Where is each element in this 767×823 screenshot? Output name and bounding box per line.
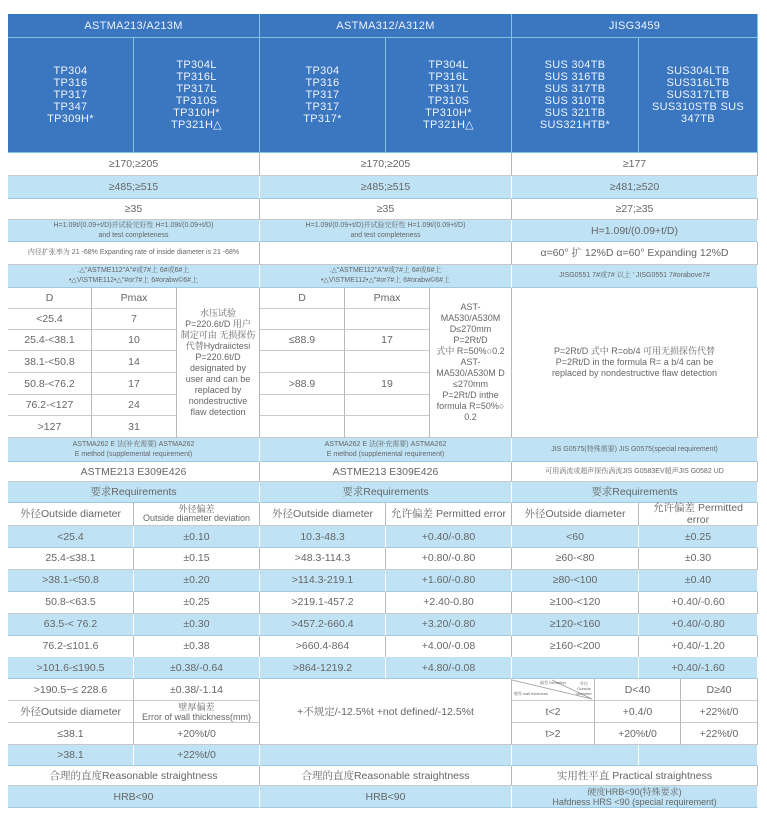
eddy-cell: 可用涡流或超声探伤涡流JIS G0583EV超声JIS G0582 UD (512, 462, 758, 482)
od-tolerance-cell: +4.80/-0.08 (386, 657, 512, 679)
od-tolerance-cell: +0.40/-0.80 (386, 526, 512, 548)
diag-label: 外径 Outside diameter (576, 681, 592, 696)
od-range-cell: ≥80-<100 (512, 570, 639, 592)
pressure-pmax: 24 (92, 395, 177, 416)
diag-label: 偏差 Deviation (540, 680, 566, 685)
eddy-cell: ASTME213 E309E426 (260, 462, 512, 482)
pressure-pmax-header: Pmax (345, 288, 430, 309)
wall-jis-header: D<40 (595, 679, 681, 701)
yield-cell: ≥170;≥205 (8, 153, 260, 176)
od-tolerance-cell: ±0.38/-0.64 (134, 657, 260, 679)
grain-size-cell: .△"ASTME112"A"#或7#上 6#或6#上 •△V\STME112•△"#or7#上 6#orabw©6#上 (8, 265, 260, 288)
od-deviation-header: 外径偏差 Outside diameter deviation (134, 503, 260, 526)
empty-cell (260, 416, 345, 438)
od-range-cell: 10.3-48.3 (260, 526, 386, 548)
empty-cell (260, 351, 345, 373)
tensile-cell: ≥485;≥515 (8, 176, 260, 199)
wall-error-cell: +20%t/0 (134, 723, 260, 745)
ndt-cell: ASTMA262 E 法(补充需要) ASTMA262 E method (supplemental requirement) (260, 438, 512, 462)
standard-header-jis-g3459: JISG3459 (512, 14, 758, 38)
wall-od-cell: >38.1 (8, 745, 134, 766)
flattening-cell: H=1.09t/(0.09+t/D)并试验完好性 H=1.09t/(0.09+t/D) and test completeness (260, 220, 512, 242)
hardness-cell: 硬度HRB<90(特殊要求) Hafdness HRS <90 (special requirement) (512, 786, 758, 808)
empty-cell (345, 309, 430, 330)
grades-jis-a: SUS 304TB SUS 316TB SUS 317TB SUS 310TB SUS 321TB SUS321HTB* (512, 38, 639, 153)
flattening-cell: H=1.09t/(0.09+t/D)并试验完好性 H=1.09t/(0.09+t/D) and test completeness (8, 220, 260, 242)
grain-size-cell: JISG0551 7#或7# 以上 ' JISG0551 7#orabove7# (512, 265, 758, 288)
od-tolerance-cell: ±0.15 (134, 548, 260, 570)
od-header: 外径Outside diameter (260, 503, 386, 526)
empty-cell (639, 745, 758, 766)
od-tolerance-cell: +2.40-0.80 (386, 592, 512, 614)
od-range-cell: ≥60-<80 (512, 548, 639, 570)
od-range-cell: >114.3-219.1 (260, 570, 386, 592)
pressure-pmax: 10 (92, 330, 177, 351)
od-range-cell: 76.2-≤101.6 (8, 636, 134, 658)
wall-a312-cell: +不规定/-12.5%t +not defined/-12.5%t (260, 679, 512, 745)
pressure-d: >127 (8, 416, 92, 438)
pressure-pmax-header: Pmax (92, 288, 177, 309)
od-header: 外径Outside diameter (8, 503, 134, 526)
grades-jis-b: SUS304LTB SUS316LTB SUS317LTB SUS310STB SUS 347TB (639, 38, 758, 153)
grades-a213-a: TP304 TP316 TP317 TP347 TP309H* (8, 38, 134, 153)
requirements-heading: 要求Requirements (260, 482, 512, 503)
tensile-cell: ≥485;≥515 (260, 176, 512, 199)
straightness-cell: 合理的直度Reasonable straightness (260, 766, 512, 786)
od-tolerance-cell: +0.40/-1.20 (639, 636, 758, 658)
straightness-cell: 合理的直度Reasonable straightness (8, 766, 260, 786)
od-tolerance-cell: +3.20/-0.80 (386, 614, 512, 636)
od-range-cell: 25.4-≤38.1 (8, 548, 134, 570)
wall-t-cell: t>2 (512, 723, 595, 745)
diagonal-header-cell (512, 679, 595, 701)
tensile-cell: ≥481;≥520 (512, 176, 758, 199)
flattening-cell: H=1.09t/(0.09+t/D) (512, 220, 758, 242)
od-range-cell: >38.1-<50.8 (8, 570, 134, 592)
od-tolerance-cell: +1.60/-0.80 (386, 570, 512, 592)
wall-jis-cell: +22%t/0 (681, 723, 758, 745)
ndt-cell: ASTMA262 E 法(补充需要) ASTMA262 E method (supplemental requirement) (8, 438, 260, 462)
od-tolerance-cell: +4.00/-0.08 (386, 636, 512, 658)
pressure-d-header: D (8, 288, 92, 309)
od-range-cell: 63.5-< 76.2 (8, 614, 134, 636)
od-tolerance-cell: ±0.25 (134, 592, 260, 614)
wall-od-cell: ≤38.1 (8, 723, 134, 745)
od-range-cell: >48.3-114.3 (260, 548, 386, 570)
pressure-d: 50.8-<76.2 (8, 373, 92, 395)
wall-jis-cell: +20%t/0 (595, 723, 681, 745)
od-tolerance-cell: ±0.30 (639, 548, 758, 570)
yield-cell: ≥170;≥205 (260, 153, 512, 176)
diag-label: 壁厚 wall thickness (514, 691, 548, 696)
standard-header-astm-a312: ASTMA312/A312M (260, 14, 512, 38)
pressure-d: <25.4 (8, 309, 92, 330)
od-range-cell: <25.4 (8, 526, 134, 548)
od-range-cell: >864-1219.2 (260, 657, 386, 679)
pressure-pmax: 19 (345, 373, 430, 395)
pressure-d-header: D (260, 288, 345, 309)
wall-error-cell: +22%t/0 (134, 745, 260, 766)
elongation-cell: ≥35 (260, 199, 512, 220)
grades-a213-b: TP304L TP316L TP317L TP310S TP310H* TP321H△ (134, 38, 260, 153)
pressure-pmax: 7 (92, 309, 177, 330)
wall-jis-cell: +0.4/0 (595, 701, 681, 723)
pressure-d: 76.2-<127 (8, 395, 92, 416)
grades-a312-b: TP304L TP316L TP317L TP310S TP310H* TP321H△ (386, 38, 512, 153)
od-range-cell: ≥160-<200 (512, 636, 639, 658)
od-header: 外径Outside diameter (512, 503, 639, 526)
od-range-cell: >101.6-≤190.5 (8, 657, 134, 679)
empty-cell (260, 395, 345, 416)
expanding-cell: α=60° 扩 12%D α=60° Expanding 12%D (512, 242, 758, 265)
grain-size-cell: .△"ASTME112"A"#或7#上 6#或6#上 •△V\STME112•△"#or7#上 6#orabw©6#上 (260, 265, 512, 288)
od-tolerance-cell: ±0.30 (134, 614, 260, 636)
yield-cell: ≥177 (512, 153, 758, 176)
pressure-note-a312: AST- MA530/A530M D≤270mm P=2Rt/D 式中 R=50%○0.2 AST- MA530/A530M D ≤270mm P=2Rt/D inthe formula R=50%○ 0.2 (430, 288, 512, 438)
wall-error-header: 壁厚偏差 Error of wall thickness(mm) (134, 701, 260, 723)
od-range-cell: ≥120-<160 (512, 614, 639, 636)
elongation-cell: ≥35 (8, 199, 260, 220)
od-range-cell: >457.2-660.4 (260, 614, 386, 636)
od-tolerance-cell: ±0.10 (134, 526, 260, 548)
empty-cell (345, 395, 430, 416)
pressure-pmax: 14 (92, 351, 177, 373)
od-tolerance-cell: ±0.25 (639, 526, 758, 548)
permitted-error-header: 允许偏差 Permitted error (639, 503, 758, 526)
od-range-cell: >219.1-457.2 (260, 592, 386, 614)
od-tolerance-cell: ±0.40 (639, 570, 758, 592)
grades-a312-a: TP304 TP316 TP317 TP317 TP317* (260, 38, 386, 153)
pressure-note-jis: P=2Rt/D 式中 R=ob/4 可用无损探伤代替 P=2Rt/D in the formula R= a b/4 can be replaced by nondestructive flaw detection (512, 288, 758, 438)
od-deviation-cell: ±0.38/-1.14 (134, 679, 260, 701)
od-tolerance-cell: +0.40/-1.60 (639, 657, 758, 679)
hardness-cell: HRB<90 (8, 786, 260, 808)
wall-t-cell: t<2 (512, 701, 595, 723)
expanding-cell (260, 242, 512, 265)
pressure-d: >88.9 (260, 373, 345, 395)
pressure-pmax: 17 (345, 330, 430, 351)
ndt-cell: JIS G0575(特殊需要) JIS G0575(special requirement) (512, 438, 758, 462)
requirements-heading: 要求Requirements (8, 482, 260, 503)
od-range-cell (512, 657, 639, 679)
od-tolerance-cell: ±0.38 (134, 636, 260, 658)
pressure-d: 25.4-<38.1 (8, 330, 92, 351)
od-cell: >190.5−≤ 228.6 (8, 679, 134, 701)
hardness-cell: HRB<90 (260, 786, 512, 808)
od-tolerance-cell: +0.40/-0.60 (639, 592, 758, 614)
pressure-pmax: 31 (92, 416, 177, 438)
pressure-pmax: 17 (92, 373, 177, 395)
od-tolerance-cell: +0.40/-0.80 (639, 614, 758, 636)
empty-cell (512, 745, 639, 766)
pressure-note-a213: 水压试验 P=220.6t/D 用户 制定可由 无损探伤 代替Hydraiictesi P=220.6t/D designated by user and can be replaced by nondestructive flaw detection (177, 288, 260, 438)
empty-cell (260, 745, 512, 766)
empty-cell (260, 309, 345, 330)
eddy-cell: ASTME213 E309E426 (8, 462, 260, 482)
requirements-heading: 要求Requirements (512, 482, 758, 503)
od-range-cell: 50.8-<63.5 (8, 592, 134, 614)
od-range-cell: <60 (512, 526, 639, 548)
pressure-d: 38.1-<50.8 (8, 351, 92, 373)
standard-header-astm-a213: ASTMA213/A213M (8, 14, 260, 38)
od-tolerance-cell: ±0.20 (134, 570, 260, 592)
pressure-d: ≤88.9 (260, 330, 345, 351)
permitted-error-header: 允许偏差 Permitted error (386, 503, 512, 526)
empty-cell (345, 351, 430, 373)
expanding-cell: 内径扩张率为 21 -68% Expanding rate of inside diameter is 21 -68% (8, 242, 260, 265)
wall-jis-cell: +22%t/0 (681, 701, 758, 723)
elongation-cell: ≥27;≥35 (512, 199, 758, 220)
od-range-cell: ≥100-<120 (512, 592, 639, 614)
straightness-cell: 实用性平直 Practical straightness (512, 766, 758, 786)
wall-od-header: 外径Outside diameter (8, 701, 134, 723)
wall-jis-header: D≥40 (681, 679, 758, 701)
od-range-cell: >660.4-864 (260, 636, 386, 658)
od-tolerance-cell: +0.80/-0.80 (386, 548, 512, 570)
empty-cell (345, 416, 430, 438)
